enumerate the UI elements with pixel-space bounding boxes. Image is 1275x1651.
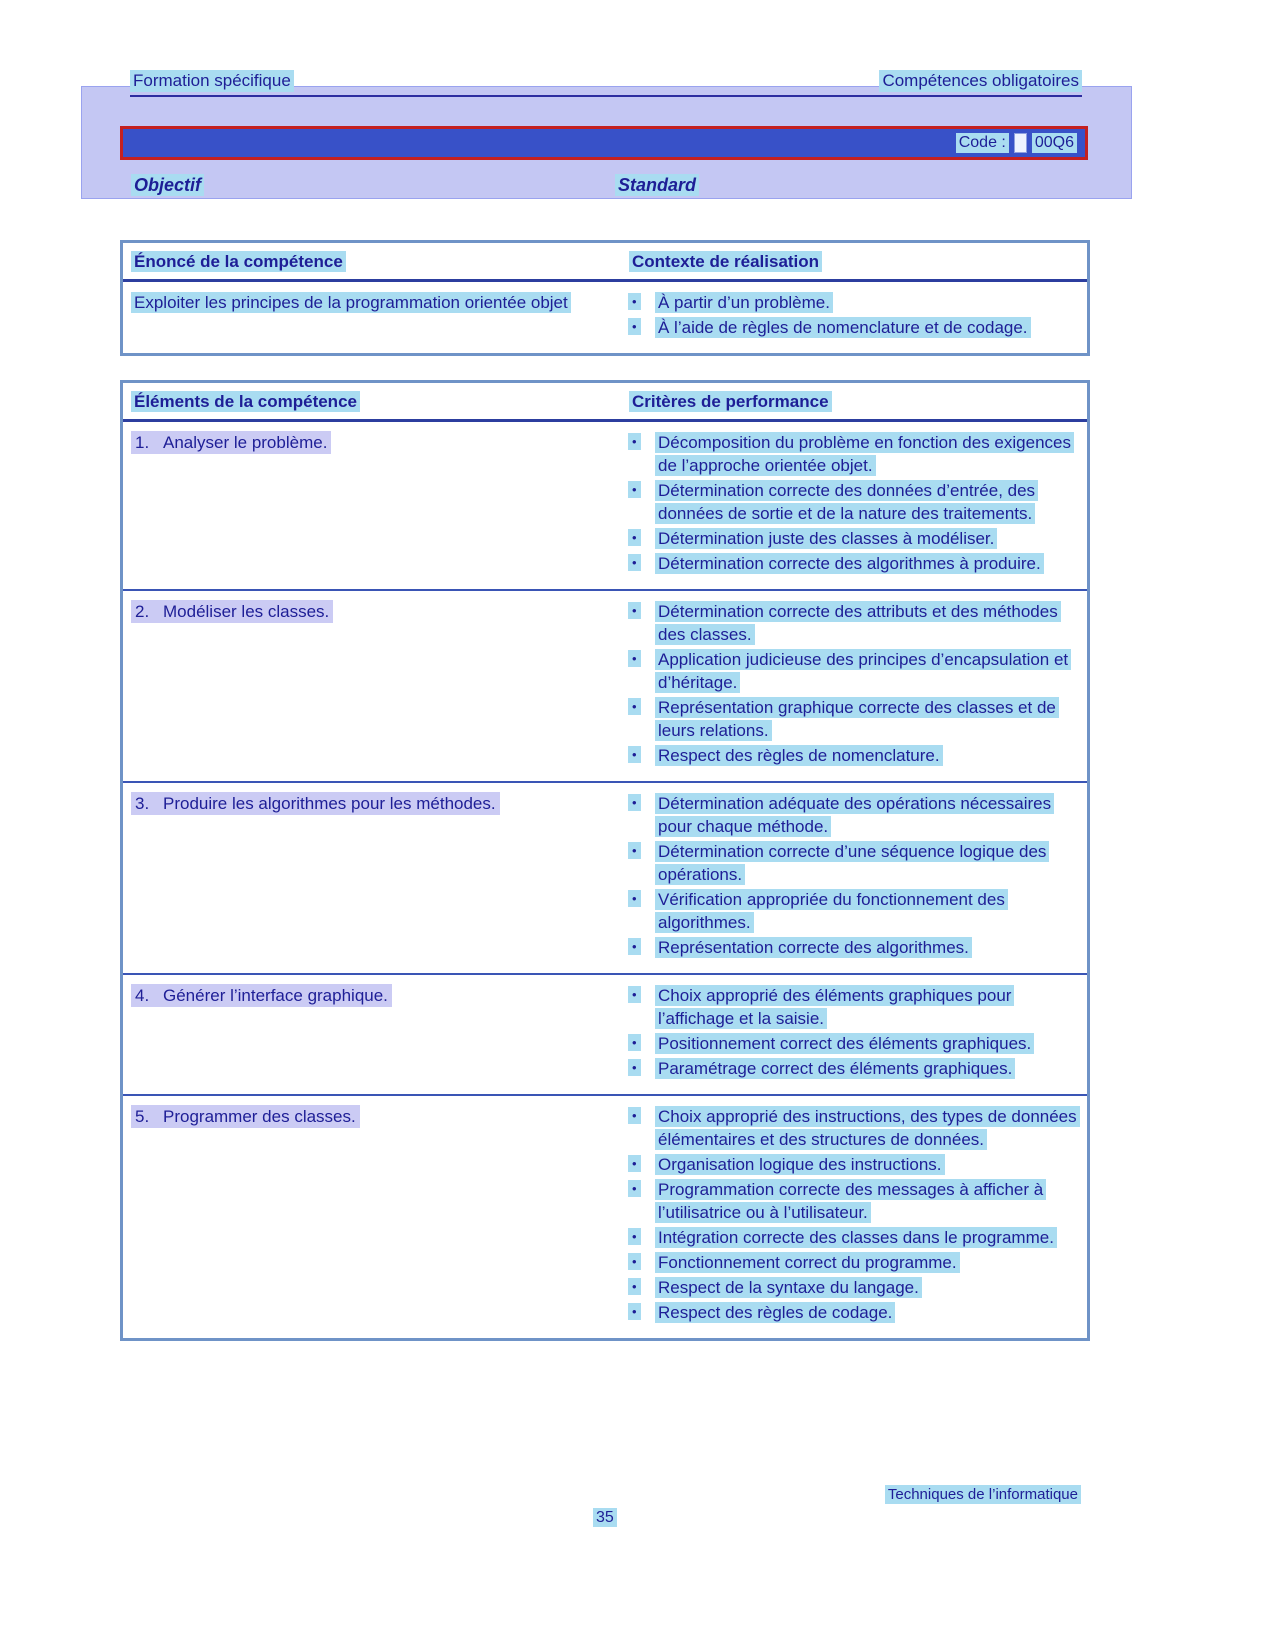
criteria-list (621, 981, 1087, 1085)
bullet-icon: • (621, 431, 655, 477)
page-number (593, 1509, 617, 1527)
list-item-text: Fonctionnement correct du programme. (655, 1251, 1087, 1274)
bullet-icon: • (621, 1105, 655, 1151)
list-item-text: Représentation graphique correcte des classes et de leurs relations. (655, 696, 1087, 742)
bullet-icon: • (621, 984, 655, 1030)
running-header (130, 70, 1082, 97)
list-item-text: Détermination correcte des données d’entrée, des données de sortie et de la nature des traitements. (655, 479, 1087, 525)
list-item (621, 1251, 1087, 1274)
element-title (123, 981, 621, 1085)
elements-header-left-text: Éléments de la compétence (131, 391, 360, 412)
bullet-icon: • (621, 1032, 655, 1055)
list-item-text: Détermination correcte des algorithmes à produire. (655, 552, 1087, 575)
element-number: 4. (135, 986, 150, 1005)
table-row (123, 422, 1087, 589)
element-title-text: Analyser le problème. (163, 433, 328, 452)
table-row (123, 589, 1087, 781)
list-item (621, 552, 1087, 575)
list-item-text: À partir d’un problème. (655, 291, 1087, 314)
list-item (621, 984, 1087, 1030)
objectif-heading-text: Objectif (131, 174, 204, 196)
list-item-text: Détermination correcte d’une séquence logique des opérations. (655, 840, 1087, 886)
list-item (621, 316, 1087, 339)
code-separator (1014, 133, 1027, 153)
elements-table (120, 380, 1090, 1341)
list-item-text: Détermination correcte des attributs et des méthodes des classes. (655, 600, 1087, 646)
bullet-icon: • (621, 936, 655, 959)
bullet-icon: • (621, 1057, 655, 1080)
footer-program-text: Techniques de l’informatique (885, 1485, 1081, 1504)
list-item (621, 696, 1087, 742)
bullet-icon: • (621, 792, 655, 838)
list-item-text: Paramétrage correct des éléments graphiques. (655, 1057, 1087, 1080)
list-item (621, 1032, 1087, 1055)
statement-table-body (123, 282, 1087, 353)
criteria-list (621, 597, 1087, 772)
list-item (621, 600, 1087, 646)
standard-heading (615, 175, 699, 196)
element-title (123, 597, 621, 772)
element-title (123, 789, 621, 964)
page-number-text: 35 (593, 1508, 617, 1527)
criteria-list (621, 1102, 1087, 1329)
list-item (621, 936, 1087, 959)
list-item-text: Choix approprié des instructions, des types de données élémentaires et des structures de données. (655, 1105, 1087, 1151)
bullet-icon: • (621, 1301, 655, 1324)
bullet-icon: • (621, 696, 655, 742)
list-item (621, 291, 1087, 314)
list-item-text: Respect des règles de nomenclature. (655, 744, 1087, 767)
elements-header-right-text: Critères de performance (629, 391, 832, 412)
elements-header-right (621, 383, 1087, 419)
element-number: 1. (135, 433, 150, 452)
code-banner (120, 126, 1088, 160)
header-left-link[interactable]: Formation spécifique (130, 70, 294, 92)
criteria-list (621, 428, 1087, 580)
list-item (621, 744, 1087, 767)
element-number: 5. (135, 1107, 150, 1126)
bullet-icon: • (621, 1153, 655, 1176)
list-item-text: Application judicieuse des principes d’encapsulation et d’héritage. (655, 648, 1087, 694)
list-item (621, 1105, 1087, 1151)
criteria-list (621, 789, 1087, 964)
list-item (621, 840, 1087, 886)
table-row (123, 973, 1087, 1094)
bullet-icon: • (621, 527, 655, 550)
table-row (123, 1094, 1087, 1338)
list-item (621, 648, 1087, 694)
standard-heading-text: Standard (615, 174, 699, 196)
bullet-icon: • (621, 1178, 655, 1224)
elements-header-left (123, 383, 621, 419)
bullet-icon: • (621, 1226, 655, 1249)
bullet-icon: • (621, 600, 655, 646)
bullet-icon: • (621, 1251, 655, 1274)
list-item-text: À l’aide de règles de nomenclature et de codage. (655, 316, 1087, 339)
element-title-text: Générer l’interface graphique. (163, 986, 388, 1005)
objectif-heading (131, 175, 204, 196)
list-item-text: Intégration correcte des classes dans le programme. (655, 1226, 1087, 1249)
competence-statement-text: Exploiter les principes de la programmation orientée objet (131, 292, 571, 313)
list-item (621, 1178, 1087, 1224)
statement-header-left-text: Énoncé de la compétence (131, 251, 346, 272)
list-item (621, 792, 1087, 838)
list-item (621, 1226, 1087, 1249)
bullet-icon: • (621, 291, 655, 314)
element-title (123, 1102, 621, 1329)
element-title (123, 428, 621, 580)
list-item (621, 479, 1087, 525)
statement-table-header (123, 243, 1087, 282)
element-title-text: Produire les algorithmes pour les méthodes. (163, 794, 496, 813)
bullet-icon: • (621, 648, 655, 694)
list-item-text: Détermination juste des classes à modéliser. (655, 527, 1087, 550)
header-right-link[interactable]: Compétences obligatoires (879, 70, 1082, 92)
list-item (621, 1276, 1087, 1299)
list-item (621, 1057, 1087, 1080)
statement-header-right (621, 243, 1087, 279)
bullet-icon: • (621, 552, 655, 575)
bullet-icon: • (621, 888, 655, 934)
code-value: 00Q6 (1032, 133, 1077, 153)
list-item (621, 527, 1087, 550)
elements-table-header (123, 383, 1087, 422)
list-item-text: Détermination adéquate des opérations nécessaires pour chaque méthode. (655, 792, 1087, 838)
competence-statement (123, 288, 621, 344)
element-title-text: Programmer des classes. (163, 1107, 356, 1126)
statement-table (120, 240, 1090, 356)
bullet-icon: • (621, 479, 655, 525)
context-list (621, 288, 1087, 344)
statement-header-right-text: Contexte de réalisation (629, 251, 822, 272)
list-item-text: Respect des règles de codage. (655, 1301, 1087, 1324)
list-item (621, 888, 1087, 934)
list-item-text: Décomposition du problème en fonction des exigences de l’approche orientée objet. (655, 431, 1087, 477)
element-number: 2. (135, 602, 150, 621)
statement-header-left (123, 243, 621, 279)
table-row (123, 781, 1087, 973)
element-number: 3. (135, 794, 150, 813)
list-item-text: Programmation correcte des messages à afficher à l’utilisatrice ou à l’utilisateur. (655, 1178, 1087, 1224)
bullet-icon: • (621, 1276, 655, 1299)
list-item (621, 431, 1087, 477)
bullet-icon: • (621, 840, 655, 886)
list-item-text: Choix approprié des éléments graphiques pour l’affichage et la saisie. (655, 984, 1087, 1030)
code-label: Code : (956, 133, 1009, 153)
list-item (621, 1301, 1087, 1324)
list-item-text: Positionnement correct des éléments graphiques. (655, 1032, 1087, 1055)
footer-program-label (885, 1486, 1081, 1503)
element-title-text: Modéliser les classes. (163, 602, 330, 621)
list-item (621, 1153, 1087, 1176)
bullet-icon: • (621, 316, 655, 339)
bullet-icon: • (621, 744, 655, 767)
list-item-text: Organisation logique des instructions. (655, 1153, 1087, 1176)
list-item-text: Représentation correcte des algorithmes. (655, 936, 1087, 959)
list-item-text: Respect de la syntaxe du langage. (655, 1276, 1087, 1299)
list-item-text: Vérification appropriée du fonctionnement des algorithmes. (655, 888, 1087, 934)
